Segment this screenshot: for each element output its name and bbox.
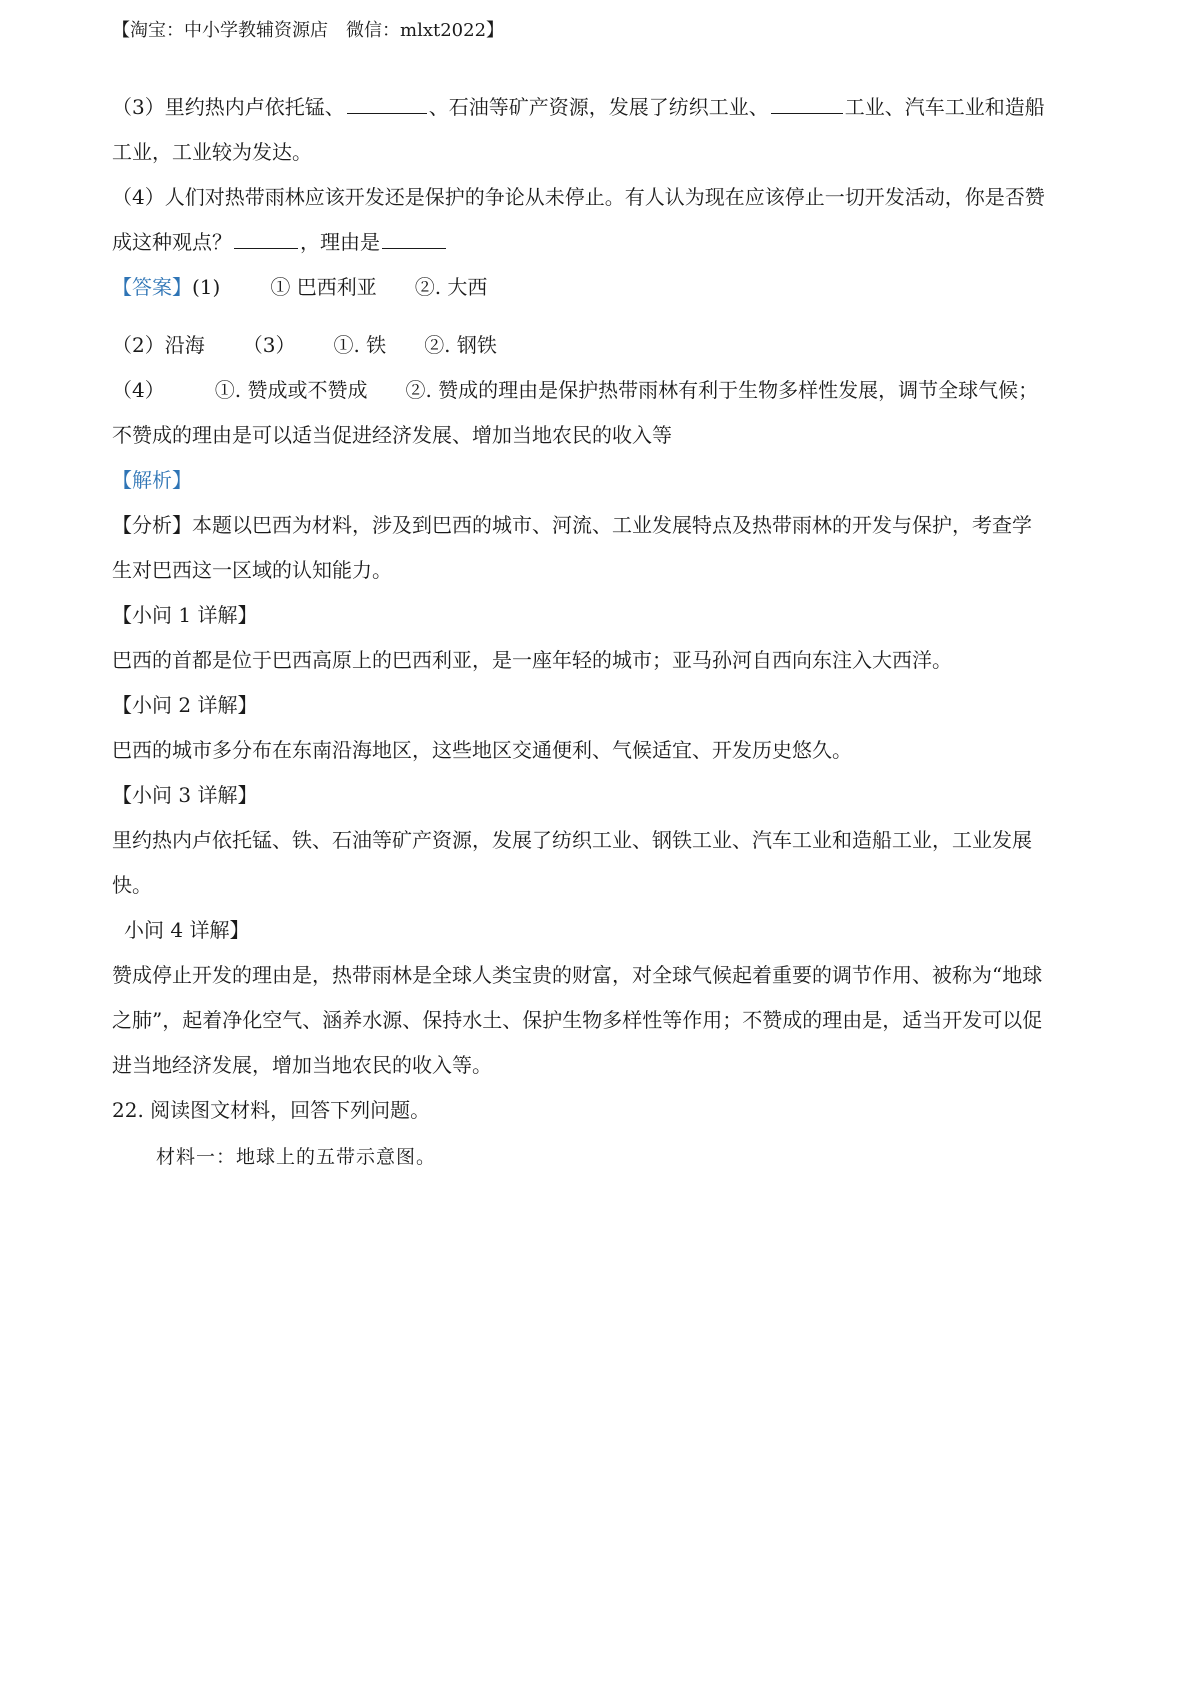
answer-3-number: （3） <box>242 333 296 357</box>
question-3-text-c: 工业、汽车工业和造船 <box>844 95 1045 119</box>
sub-question-4-title: 小问 4 详解】 <box>124 918 250 942</box>
sub-question-3-title: 【小问 3 详解】 <box>112 783 258 807</box>
question-3-text-b: 、石油等矿产资源，发展了纺织工业、 <box>428 95 769 119</box>
answer-line-4: 不赞成的理由是可以适当促进经济发展、增加当地农民的收入等 <box>112 423 672 447</box>
sub-question-2-title: 【小问 2 详解】 <box>112 693 258 717</box>
question-4-line-2 <box>112 228 1102 256</box>
sub-question-2-text: 巴西的城市多分布在东南沿海地区，这些地区交通便利、气候适宜、开发历史悠久。 <box>112 738 852 762</box>
fill-blank-opinion <box>234 230 298 249</box>
question-4-text-a: 成这种观点？ <box>112 230 232 254</box>
question-3-line-1 <box>112 93 1102 121</box>
sub-question-4-line-3: 进当地经济发展，增加当地农民的收入等。 <box>112 1053 492 1077</box>
answer-3-part-1: ①. 铁 <box>333 333 387 357</box>
question-22-title: 22. 阅读图文材料，回答下列问题。 <box>112 1098 431 1122</box>
question-3-line-2: 工业，工业较为发达。 <box>112 140 312 164</box>
analysis-summary-line-1: 【分析】本题以巴西为材料，涉及到巴西的城市、河流、工业发展特点及热带雨林的开发与保护，考查学 <box>112 513 1032 537</box>
answer-tag: 【答案】 <box>112 275 192 299</box>
question-22-material-1: 材料一：地球上的五带示意图。 <box>156 1146 437 1168</box>
answer-1-part-1: ① 巴西利亚 <box>270 275 377 299</box>
sub-question-3-line-1: 里约热内卢依托锰、铁、石油等矿产资源，发展了纺织工业、钢铁工业、汽车工业和造船工业，工业发展 <box>112 828 1032 852</box>
answer-line-1 <box>112 273 1102 301</box>
fill-blank-industry <box>771 95 843 114</box>
fill-blank-reason <box>382 230 446 249</box>
answer-4-number: （4） <box>112 378 165 402</box>
answer-4-part-2: ②. 赞成的理由是保护热带雨林有利于生物多样性发展，调节全球气候； <box>405 378 1039 402</box>
fill-blank-mineral <box>347 95 427 114</box>
sub-question-1-title: 【小问 1 详解】 <box>112 603 258 627</box>
analysis-summary-line-2: 生对巴西这一区域的认知能力。 <box>112 558 392 582</box>
answer-3-part-2: ②. 钢铁 <box>424 333 497 357</box>
answer-4-part-1: ①. 赞成或不赞成 <box>214 378 368 402</box>
sub-question-1-text: 巴西的首都是位于巴西高原上的巴西利亚，是一座年轻的城市；亚马孙河自西向东注入大西洋。 <box>112 648 952 672</box>
analysis-tag: 【解析】 <box>112 468 192 492</box>
question-3-text-a: （3）里约热内卢依托锰、 <box>112 95 345 119</box>
answer-line-3 <box>112 376 1102 404</box>
answer-line-2 <box>112 331 1102 359</box>
question-4-text-b: ，理由是 <box>300 230 380 254</box>
answer-1-part-2: ②. 大西 <box>414 275 488 299</box>
answer-2: （2）沿海 <box>112 333 205 357</box>
sub-question-4-line-1: 赞成停止开发的理由是，热带雨林是全球人类宝贵的财富，对全球气候起着重要的调节作用、被称为“地球 <box>112 963 1043 987</box>
question-4-line-1: （4）人们对热带雨林应该开发还是保护的争论从未停止。有人认为现在应该停止一切开发活动，你是否赞 <box>112 185 1045 209</box>
sub-question-4-line-2: 之肺”，起着净化空气、涵养水源、保持水土、保护生物多样性等作用；不赞成的理由是，适当开发可以促 <box>112 1008 1043 1032</box>
sub-question-3-line-2: 快。 <box>112 873 152 897</box>
page-header: 【淘宝：中小学教辅资源店 微信：mlxt2022】 <box>112 20 505 41</box>
answer-1-number: (1) <box>192 275 221 299</box>
